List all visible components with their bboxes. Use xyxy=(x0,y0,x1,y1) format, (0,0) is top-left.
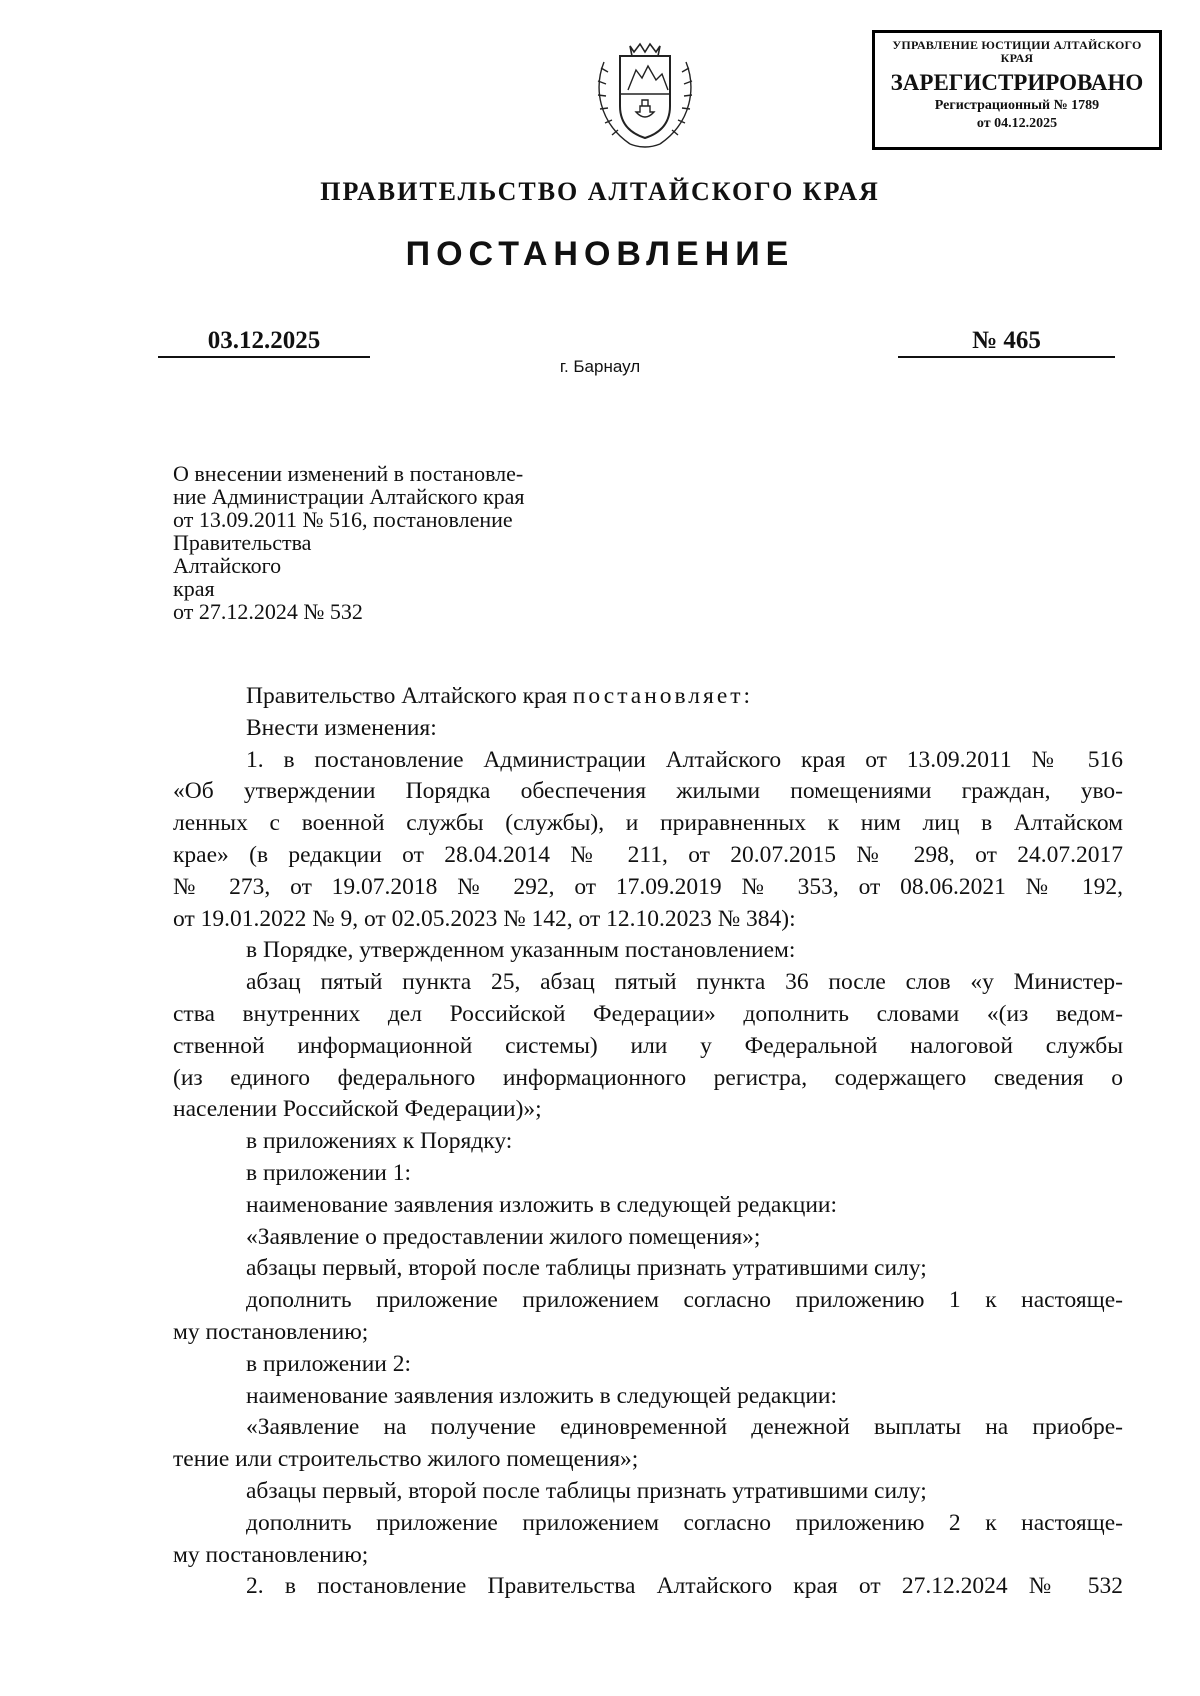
body-line: наименование заявления изложить в следующей редакции: xyxy=(246,1191,838,1218)
subject-word: Правительства xyxy=(173,530,312,555)
document-number: № 465 xyxy=(898,326,1115,358)
body-line: му постановлению; xyxy=(173,1541,369,1568)
document-city: г. Барнаул xyxy=(559,357,641,376)
document-body xyxy=(173,681,1123,1603)
body-line: крае» (в редакции от 28.04.2014 № 211, от 20.07.2015 № 298, от 24.07.2017 xyxy=(173,841,1123,868)
subject-word: Алтайского xyxy=(173,553,282,578)
subject-line: от 27.12.2024 № 532 xyxy=(173,599,363,624)
body-line: 2. в постановление Правительства Алтайского края от 27.12.2024 № 532 xyxy=(246,1573,1123,1600)
subject-word: края xyxy=(173,576,215,601)
body-line: «Заявление на получение единовременной денежной выплаты на приобре- xyxy=(246,1414,1123,1441)
body-line: ственной информационной системы) или у Федеральной налоговой службы xyxy=(173,1032,1123,1059)
body-line: дополнить приложение приложением согласно приложению 1 к настояще- xyxy=(246,1287,1123,1314)
body-line: от 19.01.2022 № 9, от 02.05.2023 № 142, от 12.10.2023 № 384): xyxy=(173,905,796,932)
body-line: дополнить приложение приложением согласно приложению 2 к настояще- xyxy=(246,1509,1123,1536)
subject-line: ние Администрации Алтайского края xyxy=(173,484,525,509)
body-line: в приложении 2: xyxy=(246,1350,412,1377)
stamp-organization: УПРАВЛЕНИЕ ЮСТИЦИИ АЛТАЙСКОГО КРАЯ xyxy=(892,38,1142,65)
document-subject xyxy=(173,462,633,623)
document-date: 03.12.2025 xyxy=(158,326,370,358)
body-line: наименование заявления изложить в следующей редакции: xyxy=(246,1382,838,1409)
body-line: 1. в постановление Администрации Алтайского края от 13.09.2011 № 516 xyxy=(246,746,1123,773)
body-line: «Об утверждении Порядка обеспечения жилыми помещениями граждан, уво- xyxy=(173,778,1123,805)
body-line: Внести изменения: xyxy=(246,714,437,741)
body-line: в приложениях к Порядку: xyxy=(246,1128,513,1155)
document-type-title: ПОСТАНОВЛЕНИЕ xyxy=(405,235,795,273)
body-intro xyxy=(173,681,1123,713)
body-line: населении Российской Федерации)»; xyxy=(173,1096,542,1123)
body-line: му постановлению; xyxy=(173,1318,369,1345)
body-line: «Заявление о предоставлении жилого помещения»; xyxy=(246,1223,761,1250)
intro-text: Правительство Алтайского края xyxy=(246,683,567,709)
registration-stamp xyxy=(872,30,1162,150)
body-line: ленных с военной службы (службы), и приравненных к ним лиц в Алтайском xyxy=(173,810,1123,837)
body-line: абзацы первый, второй после таблицы признать утратившими силу; xyxy=(246,1255,927,1282)
subject-line: от 13.09.2011 № 516, постановление xyxy=(173,507,513,532)
body-line: № 273, от 19.07.2018 № 292, от 17.09.2019 № 353, от 08.06.2021 № 192, xyxy=(173,873,1123,900)
body-line: в Порядке, утвержденном указанным постановлением: xyxy=(246,937,796,964)
subject-line xyxy=(173,531,633,600)
body-line: ства внутренних дел Российской Федерации» дополнить словами «(из ведом- xyxy=(173,1000,1123,1027)
stamp-status: ЗАРЕГИСТРИРОВАНО xyxy=(890,70,1144,95)
stamp-registration-number: Регистрационный № 1789 xyxy=(934,98,1100,113)
body-line: абзац пятый пункта 25, абзац пятый пункта 36 после слов «у Министер- xyxy=(246,969,1123,996)
government-title: ПРАВИТЕЛЬСТВО АЛТАЙСКОГО КРАЯ xyxy=(320,177,880,206)
body-line: тение или строительство жилого помещения»; xyxy=(173,1446,639,1473)
subject-line: О внесении изменений в постановле- xyxy=(173,461,524,486)
body-line: (из единого федерального информационного регистра, содержащего сведения о xyxy=(173,1064,1123,1091)
intro-emphasis: постановляет: xyxy=(572,683,754,709)
body-line: абзацы первый, второй после таблицы признать утратившими силу; xyxy=(246,1477,927,1504)
stamp-registration-date: от 04.12.2025 xyxy=(976,116,1058,131)
body-line: в приложении 1: xyxy=(246,1159,412,1186)
altai-krai-coat-of-arms-icon xyxy=(590,32,700,154)
